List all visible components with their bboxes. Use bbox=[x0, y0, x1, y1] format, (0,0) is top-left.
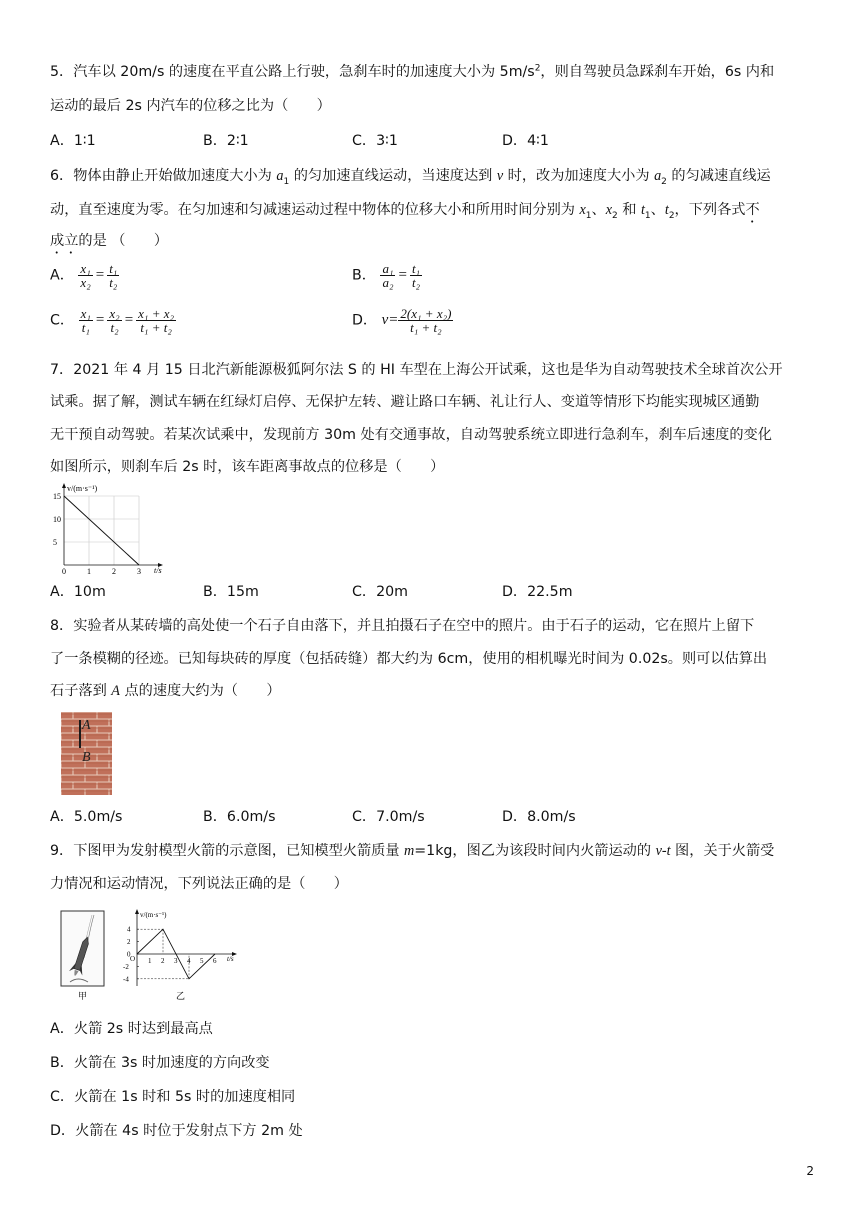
caption-yi: 乙 bbox=[176, 991, 186, 1001]
origin-label: O bbox=[130, 955, 136, 963]
brick-shade bbox=[61, 713, 112, 715]
x-tick-label: 5 bbox=[200, 957, 204, 965]
q7-stem-line1: 7．2021 年 4 月 15 日北汽新能源极狐阿尔法 S 的 HI 车型在上海公开试乘，这也是华为自动驾驶技术全球首次公开 bbox=[50, 362, 783, 378]
q7-option-a[interactable]: A．10m bbox=[50, 584, 106, 600]
rocket-launch-illustration bbox=[58, 908, 110, 1002]
x-tick-label: 0 bbox=[62, 567, 66, 575]
x-tick-label: 2 bbox=[161, 957, 165, 965]
q5-option-a[interactable]: A．1∶1 bbox=[50, 133, 96, 149]
q8-stem-line1: 8．实验者从某砖墙的高处使一个石子自由落下，并且拍摄石子在空中的照片。由于石子的运动，它在照片上留下 bbox=[50, 618, 755, 634]
q6-stem-line3: 成立的是 （ ） bbox=[50, 233, 169, 249]
brick-shade bbox=[61, 734, 112, 736]
q6-option-c[interactable]: C． $\frac{\text{x₁}}{\text{t₁}}$ = $\frac{\text{x₂}}{\text{t₂}}$ = $\frac{\text{x₁ + x₂}}{\text{t₁ + t₂}}$ bbox=[50, 306, 175, 335]
x-tick-label: 2 bbox=[112, 567, 116, 575]
q5-stem-line2: 运动的最后 2s 内汽车的位移之比为（ ） bbox=[50, 98, 331, 114]
q9-option-d[interactable]: D．火箭在 4s 时位于发射点下方 2m 处 bbox=[50, 1123, 303, 1139]
y-axis-arrow bbox=[135, 909, 139, 914]
q8-option-d[interactable]: D．8.0m/s bbox=[502, 809, 576, 825]
x-tick-label: 1 bbox=[87, 567, 91, 575]
q6-option-d[interactable]: D． v= $\frac{\text{2(x₁ + x₂)}}{\text{t₁ + t₂}}$ bbox=[352, 306, 452, 335]
q9-option-a[interactable]: A．火箭 2s 时达到最高点 bbox=[50, 1021, 213, 1037]
x-tick-label: 4 bbox=[187, 957, 191, 965]
y-tick-label: -2 bbox=[123, 962, 129, 971]
point-b-label: B bbox=[82, 750, 91, 765]
q8-option-c[interactable]: C．7.0m/s bbox=[352, 809, 425, 825]
y-tick-label: 5 bbox=[53, 538, 57, 547]
q9-option-b[interactable]: B．火箭在 3s 时加速度的方向改变 bbox=[50, 1055, 270, 1071]
y-tick-label: 10 bbox=[53, 515, 61, 524]
q8-stem-line2: 了一条模糊的径迹。已知每块砖的厚度（包括砖缝）都大约为 6cm，使用的相机曝光时间为 0.02s。则可以估算出 bbox=[50, 651, 768, 667]
q7-stem-line2: 试乘。据了解，测试车辆在红绿灯启停、无保护左转、避让路口车辆、礼让行人、变道等情形下均能实现城区通勤 bbox=[50, 394, 760, 410]
q6-option-a[interactable]: A． $\frac{\text{x₁}}{\text{x₂}}$ = $\frac{\text{t₁}}{\text{t₂}}$ bbox=[50, 261, 118, 290]
q7-option-c[interactable]: C．20m bbox=[352, 584, 408, 600]
page-number: 2 bbox=[806, 1164, 814, 1178]
q8-stem-line3: 石子落到 A 点的速度大约为（ ） bbox=[50, 683, 281, 699]
y-axis-label: v/(m·s⁻¹) bbox=[140, 911, 167, 919]
y-tick-label: 15 bbox=[53, 492, 61, 501]
q7-option-b[interactable]: B．15m bbox=[203, 584, 259, 600]
y-axis-label: v/(m·s⁻¹) bbox=[67, 484, 98, 493]
q7-stem-line3: 无干预自动驾驶。若某次试乘中，发现前方 30m 处有交通事故，自动驾驶系统立即进行急刹车，刹车后速度的变化 bbox=[50, 427, 772, 443]
y-tick-label: 4 bbox=[127, 925, 131, 934]
q8-option-b[interactable]: B．6.0m/s bbox=[203, 809, 276, 825]
brick-shade bbox=[61, 776, 112, 778]
q7-stem-line4: 如图所示，则刹车后 2s 时，该车距离事故点的位移是（ ） bbox=[50, 459, 445, 475]
x-axis-label: t/s bbox=[227, 955, 234, 963]
q5-option-d[interactable]: D．4∶1 bbox=[502, 133, 549, 149]
x-tick-label: 6 bbox=[213, 957, 217, 965]
q5-option-b[interactable]: B．2∶1 bbox=[203, 133, 249, 149]
y-tick-label: 0 bbox=[127, 950, 131, 959]
q7-vt-chart bbox=[44, 480, 174, 575]
y-tick-label: 2 bbox=[127, 938, 131, 947]
q6-stem-line2: 动，直至速度为零。在匀加速和匀减速运动过程中物体的位移大小和所用时间分别为 $x_1$、$x_2$ 和 $t_1$、$t_2$，下列各式不 bbox=[50, 202, 760, 221]
q5-stem-line1: 5．汽车以 20m/s 的速度在平直公路上行驶，急刹车时的加速度大小为 $5m/s^2$，则自驾驶员急踩刹车开始，6s 内和 bbox=[50, 63, 775, 80]
brick-shade bbox=[61, 741, 112, 743]
q7-option-d[interactable]: D．22.5m bbox=[502, 584, 573, 600]
brick-shade bbox=[61, 769, 112, 771]
point-a-label: A bbox=[82, 718, 91, 733]
q8-option-a[interactable]: A．5.0m/s bbox=[50, 809, 123, 825]
q6-stem-line1: 6．物体由静止开始做加速度大小为 $a_1$ 的匀加速直线运动，当速度达到 v 时，改为加速度大小为 $a_2$ 的匀减速直线运 bbox=[50, 168, 771, 187]
q9-option-c[interactable]: C．火箭在 1s 时和 5s 时的加速度相同 bbox=[50, 1089, 296, 1105]
velocity-line bbox=[64, 496, 139, 565]
y-tick-label: -4 bbox=[123, 975, 129, 984]
x-axis-label: t/s bbox=[154, 566, 162, 575]
x-tick-label: 1 bbox=[148, 957, 152, 965]
q9-stem-line1: 9．下图甲为发射模型火箭的示意图，已知模型火箭质量 m=1kg，图乙为该段时间内火箭运动的 v-t 图，关于火箭受 bbox=[50, 843, 775, 859]
y-axis-arrow bbox=[62, 483, 66, 488]
x-tick-label: 3 bbox=[174, 957, 178, 965]
brick-shade bbox=[61, 783, 112, 785]
x-tick-label: 3 bbox=[137, 567, 141, 575]
q9-stem-line2: 力情况和运动情况，下列说法正确的是（ ） bbox=[50, 876, 348, 892]
brick-shade bbox=[61, 790, 112, 792]
q9-vt-chart bbox=[119, 906, 247, 1002]
brick-wall-photo bbox=[61, 712, 112, 795]
q5-option-c[interactable]: C．3∶1 bbox=[352, 133, 398, 149]
caption-jia: 甲 bbox=[78, 991, 88, 1001]
q6-option-b[interactable]: B． $\frac{\text{a₁}}{\text{a₂}}$ = $\frac{\text{t₁}}{\text{t₂}}$ bbox=[352, 261, 421, 290]
